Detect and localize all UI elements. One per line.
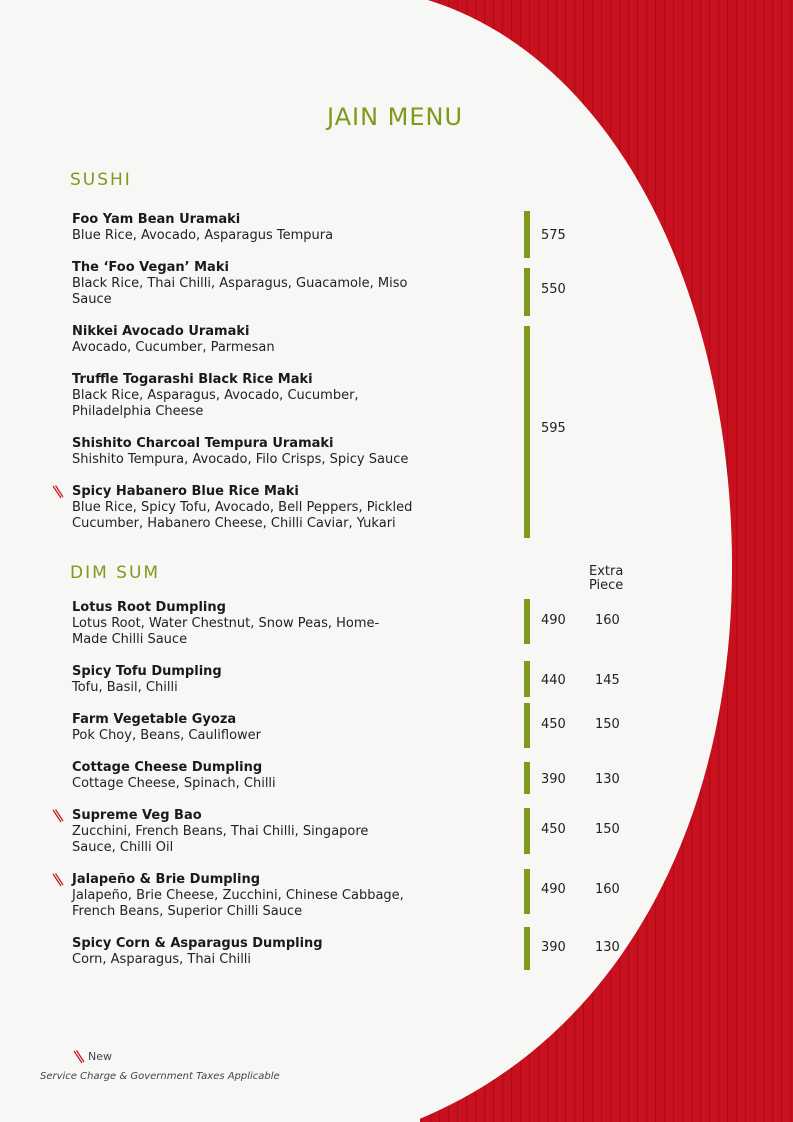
chopsticks-icon bbox=[73, 1050, 85, 1064]
price-bar bbox=[524, 326, 530, 538]
menu-item bbox=[72, 436, 492, 468]
new-legend bbox=[73, 1050, 112, 1064]
menu-item bbox=[72, 372, 402, 420]
price-bar bbox=[524, 268, 530, 316]
price-bar bbox=[524, 927, 530, 970]
item-price: 450 bbox=[541, 822, 566, 837]
extra-piece-header: Extra Piece bbox=[589, 564, 624, 593]
item-price: 390 bbox=[541, 772, 566, 787]
price-bar bbox=[524, 703, 530, 748]
menu-item bbox=[72, 712, 492, 744]
item-description: Black Rice, Thai Chilli, Asparagus, Guacamole, Miso Sauce bbox=[72, 276, 408, 307]
menu-item bbox=[72, 872, 444, 920]
menu-item bbox=[72, 808, 407, 856]
menu-item bbox=[72, 760, 492, 792]
price-bar bbox=[524, 808, 530, 854]
item-name: Supreme Veg Bao bbox=[72, 808, 202, 823]
item-description: Blue Rice, Avocado, Asparagus Tempura bbox=[72, 228, 334, 243]
menu-item bbox=[72, 484, 467, 532]
extra-piece-price: 160 bbox=[595, 613, 620, 628]
menu-item bbox=[72, 212, 492, 244]
price-bar bbox=[524, 661, 530, 697]
item-name: Cottage Cheese Dumpling bbox=[72, 760, 263, 775]
item-name: Jalapeño & Brie Dumpling bbox=[72, 872, 261, 887]
menu-item bbox=[72, 260, 412, 308]
extra-piece-price: 160 bbox=[595, 882, 620, 897]
item-price: 490 bbox=[541, 882, 566, 897]
item-price: 550 bbox=[541, 282, 566, 297]
price-bar bbox=[524, 762, 530, 794]
item-name: Spicy Tofu Dumpling bbox=[72, 664, 222, 679]
page-title: JAIN MENU bbox=[326, 103, 464, 131]
extra-piece-price: 150 bbox=[595, 822, 620, 837]
item-name: Lotus Root Dumpling bbox=[72, 600, 226, 615]
item-name: Foo Yam Bean Uramaki bbox=[72, 212, 241, 227]
price-bar bbox=[524, 599, 530, 644]
section-heading-sushi: SUSHI bbox=[70, 170, 132, 190]
extra-piece-price: 130 bbox=[595, 940, 620, 955]
menu-item bbox=[72, 664, 492, 696]
menu-item bbox=[72, 600, 382, 648]
item-name: Shishito Charcoal Tempura Uramaki bbox=[72, 436, 334, 451]
item-price: 450 bbox=[541, 717, 566, 732]
menu-item bbox=[72, 936, 492, 968]
section-heading-dim-sum: DIM SUM bbox=[70, 563, 161, 583]
item-description: Cottage Cheese, Spinach, Chilli bbox=[72, 776, 276, 791]
price-bar bbox=[524, 211, 530, 258]
new-legend-label: New bbox=[88, 1050, 112, 1063]
item-name: Nikkei Avocado Uramaki bbox=[72, 324, 250, 339]
tax-note: Service Charge & Government Taxes Applicable bbox=[40, 1071, 280, 1082]
menu-item bbox=[72, 324, 492, 356]
item-description: Jalapeño, Brie Cheese, Zucchini, Chinese Cabbage, French Beans, Superior Chilli Sauce bbox=[72, 888, 404, 919]
item-name: The ‘Foo Vegan’ Maki bbox=[72, 260, 229, 275]
item-name: Farm Vegetable Gyoza bbox=[72, 712, 237, 727]
item-description: Tofu, Basil, Chilli bbox=[72, 680, 178, 695]
extra-piece-price: 130 bbox=[595, 772, 620, 787]
item-description: Lotus Root, Water Chestnut, Snow Peas, Home-Made Chilli Sauce bbox=[72, 616, 380, 647]
item-description: Shishito Tempura, Avocado, Filo Crisps, Spicy Sauce bbox=[72, 452, 409, 467]
item-description: Zucchini, French Beans, Thai Chilli, Singapore Sauce, Chilli Oil bbox=[72, 824, 369, 855]
item-price: 575 bbox=[541, 228, 566, 243]
item-name: Truffle Togarashi Black Rice Maki bbox=[72, 372, 313, 387]
item-description: Black Rice, Asparagus, Avocado, Cucumber, Philadelphia Cheese bbox=[72, 388, 359, 419]
item-description: Corn, Asparagus, Thai Chilli bbox=[72, 952, 252, 967]
item-price: 490 bbox=[541, 613, 566, 628]
item-name: Spicy Corn & Asparagus Dumpling bbox=[72, 936, 323, 951]
item-price: 390 bbox=[541, 940, 566, 955]
item-description: Blue Rice, Spicy Tofu, Avocado, Bell Peppers, Pickled Cucumber, Habanero Cheese, Chilli Caviar, Yukari bbox=[72, 500, 413, 531]
item-description: Pok Choy, Beans, Cauliflower bbox=[72, 728, 262, 743]
price-bar bbox=[524, 869, 530, 914]
chopsticks-icon bbox=[52, 485, 64, 499]
extra-piece-price: 145 bbox=[595, 673, 620, 688]
chopsticks-icon bbox=[52, 809, 64, 823]
item-name: Spicy Habanero Blue Rice Maki bbox=[72, 484, 299, 499]
group-price: 595 bbox=[541, 421, 566, 436]
item-price: 440 bbox=[541, 673, 566, 688]
extra-piece-price: 150 bbox=[595, 717, 620, 732]
item-description: Avocado, Cucumber, Parmesan bbox=[72, 340, 275, 355]
chopsticks-icon bbox=[52, 873, 64, 887]
